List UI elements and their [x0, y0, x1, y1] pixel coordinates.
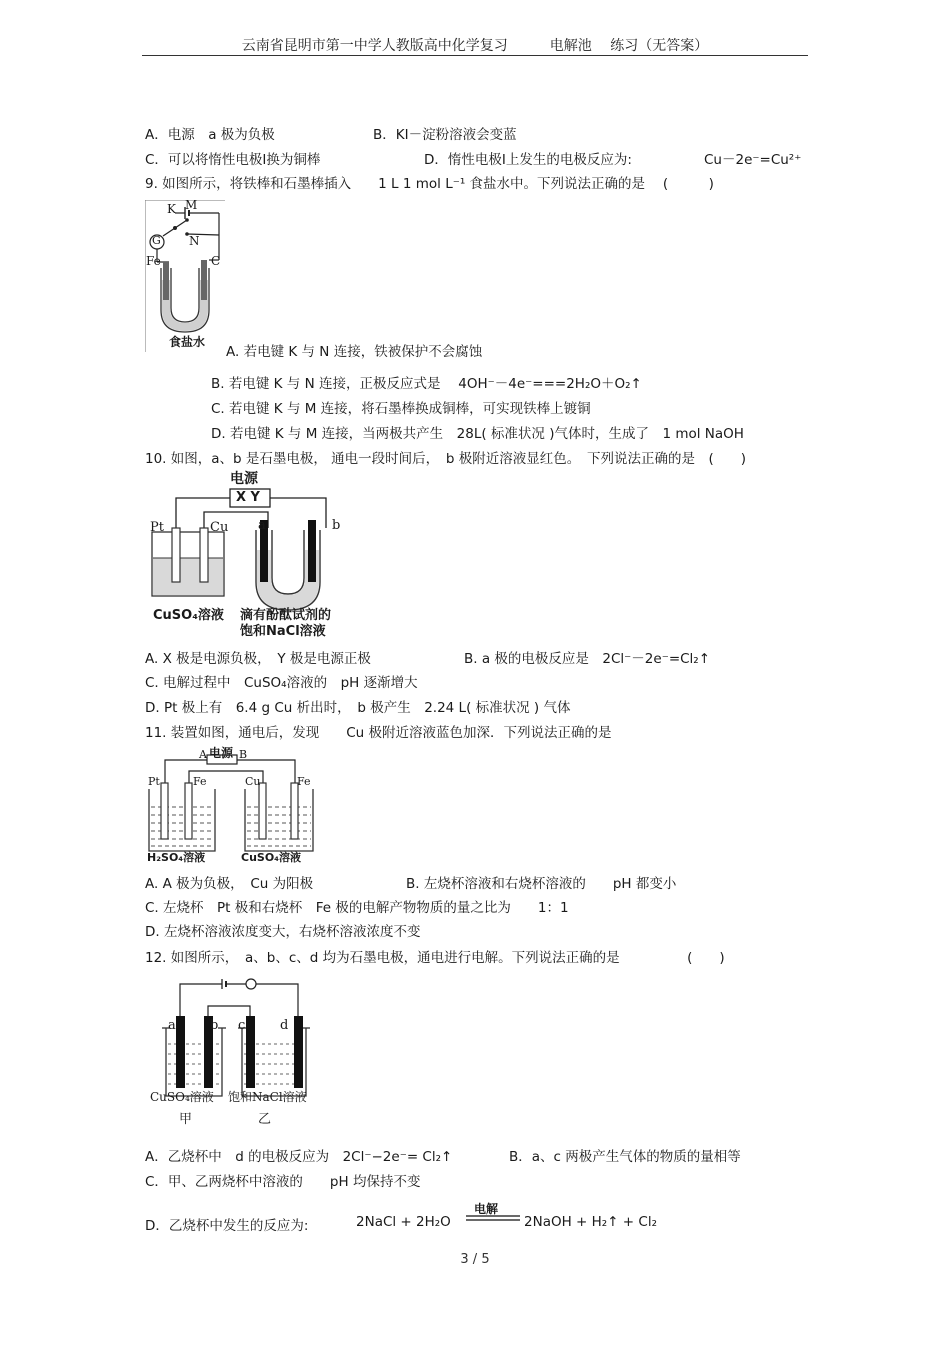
q11-option-d: D. 左烧杯溶液浓度变大，右烧杯溶液浓度不变	[145, 924, 421, 940]
q10-label-left-solution: CuSO₄溶液	[153, 608, 224, 623]
q11-option-b: B. 左烧杯溶液和右烧杯溶液的 pH 都变小	[406, 876, 677, 892]
q12-label-a: a	[168, 1018, 176, 1033]
q11-label-power: 电源	[209, 746, 234, 760]
q10-label-right-solution-2: 饱和NaCl溶液	[240, 624, 326, 639]
q11-label-pt: Pt	[148, 775, 160, 788]
q12-label-d: d	[280, 1018, 289, 1033]
q11-label-fe2: Fe	[297, 775, 311, 788]
q9-option-a: A. 若电键 K 与 N 连接，铁被保护不会腐蚀	[226, 344, 483, 360]
q11-label-left-solution: H₂SO₄溶液	[147, 851, 206, 864]
q12-equals-arrow	[466, 1214, 520, 1222]
q9-option-c: C. 若电键 K 与 M 连接，将石墨棒换成铜棒，可实现铁棒上镀铜	[211, 401, 591, 417]
q8-option-c: C．可以将惰性电极Ⅰ换为铜棒	[145, 152, 321, 168]
q12-stem: 12. 如图所示， a、b、c、d 均为石墨电极，通电进行电解。下列说法正确的是 ( )	[145, 950, 725, 966]
q10-label-right-solution-1: 滴有酚酞试剂的	[240, 608, 332, 623]
q9-label-m: M	[185, 198, 198, 212]
q11-label-b: B	[239, 748, 248, 761]
q12-label-right-solution: 饱和NaCl溶液	[228, 1090, 307, 1104]
q10-stem: 10. 如图，a、b 是石墨电极， 通电一段时间后， b 极附近溶液显红色。 下列说法正确的是 ( )	[145, 451, 747, 467]
q11-option-a: A. A 极为负极， Cu 为阳极	[145, 876, 314, 892]
q11-figure	[145, 745, 320, 865]
q10-label-b: b	[332, 518, 341, 533]
q9-label-k: K	[167, 202, 176, 216]
q11-stem: 11. 装置如图，通电后，发现 Cu 极附近溶液蓝色加深．下列说法正确的是	[145, 725, 612, 741]
q12-option-c: C．甲、乙两烧杯中溶液的 pH 均保持不变	[145, 1174, 421, 1190]
q9-option-b: B. 若电键 K 与 N 连接，正极反应式是 4OH⁻－4e⁻===2H₂O＋O₂↑	[211, 376, 642, 392]
q10-option-c: C. 电解过程中 CuSO₄溶液的 pH 逐渐增大	[145, 675, 418, 691]
q12-label-right-name: 乙	[258, 1112, 272, 1127]
q8-option-d-equation: Cu－2e⁻=Cu²⁺	[704, 152, 802, 168]
q10-option-a: A. X 极是电源负极， Y 极是电源正极	[145, 651, 371, 667]
page-number: 3 / 5	[460, 1252, 490, 1267]
q10-label-xy: X Y	[236, 490, 260, 505]
q9-stem: 9. 如图所示，将铁棒和石墨棒插入 1 L 1 mol L⁻¹ 食盐水中。下列说法正确的是 ( )	[145, 176, 714, 192]
q10-option-d: D. Pt 极上有 6.4 g Cu 析出时， b 极产生 2.24 L( 标准状况 ) 气体	[145, 700, 571, 716]
q8-option-d: D．惰性电极Ⅰ上发生的电极反应为:	[424, 152, 632, 168]
q11-label-fe1: Fe	[193, 775, 207, 788]
q8-option-b: B．KI－淀粉溶液会变蓝	[373, 127, 517, 143]
q10-label-cu: Cu	[210, 520, 229, 535]
q12-figure	[150, 976, 330, 1127]
q12-option-d-reactants: 2NaCl + 2H₂O	[356, 1214, 451, 1230]
q10-figure	[148, 470, 363, 640]
q12-option-b: B．a、c 两极产生气体的物质的量相等	[509, 1149, 741, 1165]
q9-label-solution: 食盐水	[169, 335, 206, 349]
q12-label-left-solution: CuSO₄溶液	[150, 1090, 214, 1104]
q10-option-b: B. a 极的电极反应是 2Cl⁻－2e⁻=Cl₂↑	[464, 651, 711, 667]
q11-option-c: C. 左烧杯 Pt 极和右烧杯 Fe 极的电解产物物质的量之比为 1：1	[145, 900, 569, 916]
q9-figure	[145, 200, 225, 352]
q12-option-a: A．乙烧杯中 d 的电极反应为 2Cl⁻−2e⁻= Cl₂↑	[145, 1149, 453, 1165]
q9-option-d: D. 若电键 K 与 M 连接，当两极共产生 28L( 标准状况 )气体时，生成了 1 mol NaOH	[211, 426, 744, 442]
q12-label-b: b	[210, 1018, 219, 1033]
q9-label-n: N	[189, 234, 200, 248]
q12-electrolysis-label: 电解	[474, 1202, 499, 1216]
q12-label-c: c	[238, 1018, 246, 1033]
q10-label-power: 电源	[230, 471, 258, 487]
q10-label-pt: Pt	[150, 520, 164, 535]
header-rule	[142, 55, 808, 56]
q12-option-d-prefix: D．乙烧杯中发生的反应为:	[145, 1218, 309, 1234]
q8-option-a: A．电源 a 极为负极	[145, 127, 275, 143]
q9-label-fe: Fe	[146, 254, 161, 268]
q11-label-right-solution: CuSO₄溶液	[241, 851, 301, 864]
q12-label-left-name: 甲	[179, 1112, 193, 1127]
page-header: 云南省昆明市第一中学人教版高中化学复习 电解池 练习（无答案）	[241, 38, 709, 54]
q10-label-a: a	[258, 518, 266, 533]
q9-label-g: G	[152, 234, 161, 247]
q9-label-c: C	[211, 254, 221, 268]
q12-option-d-products: 2NaOH + H₂↑ + Cl₂	[524, 1214, 657, 1230]
q11-label-a: A	[199, 748, 207, 761]
q11-label-cu: Cu	[245, 775, 261, 788]
